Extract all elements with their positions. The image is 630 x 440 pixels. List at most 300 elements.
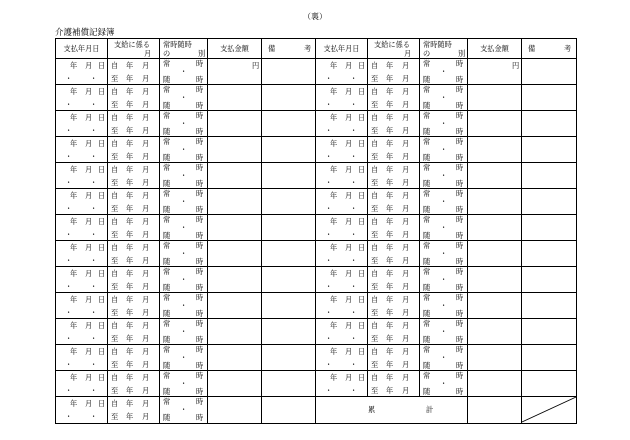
kind-constant-label: 常 <box>163 371 171 380</box>
kind-cell <box>420 85 468 110</box>
date-year-label: 年 <box>70 399 78 408</box>
kind-time-label: 時 <box>196 241 204 250</box>
date-day-label: 日 <box>98 321 106 330</box>
kind-constant-label: 常 <box>423 85 431 94</box>
header-period-bottom: 月 <box>144 49 152 58</box>
period-year-label: 年 <box>126 321 134 330</box>
period-to-label: 至 <box>371 74 379 83</box>
date-dot: ・ <box>325 386 333 395</box>
period-to-label: 至 <box>111 152 119 161</box>
kind-cell <box>160 293 208 318</box>
period-from-label: 自 <box>111 61 119 70</box>
note-cell <box>522 137 576 162</box>
total-label-right: 計 <box>426 405 434 414</box>
header-period-cell <box>108 39 160 58</box>
kind-cell <box>420 189 468 214</box>
kind-time-label: 時 <box>196 319 204 328</box>
period-month-label: 月 <box>142 178 150 187</box>
date-year-label: 年 <box>330 113 338 122</box>
date-dot: ・ <box>90 334 98 343</box>
note-cell <box>262 241 316 266</box>
kind-occasional-label: 随 <box>423 75 431 84</box>
period-month-label: 月 <box>142 321 150 330</box>
kind-constant-label: 常 <box>163 189 171 198</box>
period-from-label: 自 <box>371 217 379 226</box>
period-cell <box>108 111 160 136</box>
period-to-label: 至 <box>111 282 119 291</box>
period-month-label: 月 <box>142 230 150 239</box>
date-month-label: 月 <box>345 347 353 356</box>
kind-time-label: 時 <box>456 101 464 110</box>
date-dot: ・ <box>65 152 73 161</box>
period-month-label: 月 <box>142 308 150 317</box>
date-day-label: 日 <box>98 87 106 96</box>
period-month-label: 月 <box>402 165 410 174</box>
period-year-label: 年 <box>386 61 394 70</box>
header-period-top: 支給に係る <box>374 40 410 49</box>
period-month-label: 月 <box>402 269 410 278</box>
date-month-label: 月 <box>85 217 93 226</box>
period-from-label: 自 <box>111 269 119 278</box>
kind-occasional-label: 随 <box>423 205 431 214</box>
header-period-cell <box>368 39 420 58</box>
period-month-label: 月 <box>142 360 150 369</box>
period-month-label: 月 <box>402 113 410 122</box>
amount-cell <box>468 59 522 84</box>
note-cell <box>262 189 316 214</box>
date-day-label: 日 <box>358 373 366 382</box>
kind-cell <box>420 241 468 266</box>
kind-cell <box>420 319 468 344</box>
period-cell <box>108 293 160 318</box>
amount-cell <box>208 293 262 318</box>
period-month-label: 月 <box>402 360 410 369</box>
date-year-label: 年 <box>330 139 338 148</box>
date-month-label: 月 <box>85 321 93 330</box>
period-cell <box>368 319 420 344</box>
date-month-label: 月 <box>345 191 353 200</box>
period-from-label: 自 <box>371 321 379 330</box>
date-dot: ・ <box>65 100 73 109</box>
date-day-label: 日 <box>358 61 366 70</box>
date-cell <box>56 371 108 396</box>
date-day-label: 日 <box>358 217 366 226</box>
period-year-label: 年 <box>126 87 134 96</box>
ledger-row <box>56 345 316 371</box>
date-month-label: 月 <box>345 61 353 70</box>
date-dot: ・ <box>325 256 333 265</box>
date-month-label: 月 <box>85 373 93 382</box>
period-cell <box>108 85 160 110</box>
kind-time-label: 時 <box>196 111 204 120</box>
ledger-row <box>316 59 576 85</box>
period-month-label: 月 <box>402 321 410 330</box>
period-to-label: 至 <box>111 204 119 213</box>
period-cell <box>108 215 160 240</box>
kind-dot: ・ <box>440 327 448 336</box>
period-month-label: 月 <box>142 373 150 382</box>
kind-constant-label: 常 <box>163 163 171 172</box>
date-cell <box>316 111 368 136</box>
date-day-label: 日 <box>98 139 106 148</box>
period-cell <box>108 241 160 266</box>
header-period-bottom: 月 <box>404 49 412 58</box>
period-cell <box>368 215 420 240</box>
kind-constant-label: 常 <box>163 137 171 146</box>
period-from-label: 自 <box>111 139 119 148</box>
kind-time-label: 時 <box>196 309 204 318</box>
date-day-label: 日 <box>98 217 106 226</box>
note-cell <box>522 163 576 188</box>
period-to-label: 至 <box>371 152 379 161</box>
kind-time-label: 時 <box>196 189 204 198</box>
period-month-label: 月 <box>402 61 410 70</box>
period-month-label: 月 <box>142 139 150 148</box>
kind-cell <box>160 345 208 370</box>
date-day-label: 日 <box>358 191 366 200</box>
header-row <box>56 39 316 59</box>
period-cell <box>108 371 160 396</box>
amount-cell <box>208 397 262 423</box>
period-year-label: 年 <box>386 230 394 239</box>
date-year-label: 年 <box>70 61 78 70</box>
date-month-label: 月 <box>85 399 93 408</box>
amount-cell <box>468 189 522 214</box>
period-from-label: 自 <box>371 113 379 122</box>
kind-time-label: 時 <box>456 111 464 120</box>
period-month-label: 月 <box>142 295 150 304</box>
total-label-cell <box>316 397 468 423</box>
date-dot: ・ <box>350 204 358 213</box>
kind-constant-label: 常 <box>163 267 171 276</box>
date-dot: ・ <box>65 204 73 213</box>
header-kind-cell <box>160 39 208 58</box>
header-kind-bottom-right: 別 <box>458 49 466 58</box>
period-cell <box>368 345 420 370</box>
kind-time-label: 時 <box>456 361 464 370</box>
kind-dot: ・ <box>180 67 188 76</box>
date-day-label: 日 <box>98 165 106 174</box>
date-dot: ・ <box>65 282 73 291</box>
period-to-label: 至 <box>371 386 379 395</box>
period-cell <box>108 189 160 214</box>
date-month-label: 月 <box>85 87 93 96</box>
kind-dot: ・ <box>180 327 188 336</box>
header-date: 支払年月日 <box>323 43 360 53</box>
kind-dot: ・ <box>180 301 188 310</box>
date-month-label: 月 <box>345 87 353 96</box>
date-dot: ・ <box>65 230 73 239</box>
header-note-right: 考 <box>304 44 312 53</box>
period-year-label: 年 <box>126 256 134 265</box>
period-year-label: 年 <box>126 191 134 200</box>
ledger-row <box>56 59 316 85</box>
date-dot: ・ <box>325 230 333 239</box>
date-cell <box>316 59 368 84</box>
note-cell <box>262 137 316 162</box>
period-year-label: 年 <box>386 191 394 200</box>
date-dot: ・ <box>90 152 98 161</box>
date-month-label: 月 <box>85 269 93 278</box>
kind-constant-label: 常 <box>163 241 171 250</box>
date-month-label: 月 <box>85 243 93 252</box>
period-from-label: 自 <box>111 191 119 200</box>
period-to-label: 至 <box>371 282 379 291</box>
total-note-diagonal <box>522 397 576 423</box>
date-dot: ・ <box>350 178 358 187</box>
kind-cell <box>160 267 208 292</box>
ledger-row <box>56 137 316 163</box>
amount-cell <box>468 371 522 396</box>
period-year-label: 年 <box>126 139 134 148</box>
period-to-label: 至 <box>371 308 379 317</box>
note-cell <box>262 59 316 84</box>
period-from-label: 自 <box>371 191 379 200</box>
kind-occasional-label: 随 <box>423 309 431 318</box>
ledger-row <box>316 111 576 137</box>
period-month-label: 月 <box>402 347 410 356</box>
kind-time-label: 時 <box>196 267 204 276</box>
kind-time-label: 時 <box>196 215 204 224</box>
period-year-label: 年 <box>386 113 394 122</box>
period-year-label: 年 <box>386 308 394 317</box>
period-from-label: 自 <box>111 87 119 96</box>
ledger-row <box>316 163 576 189</box>
kind-occasional-label: 随 <box>163 361 171 370</box>
ledger-row <box>56 241 316 267</box>
period-year-label: 年 <box>386 386 394 395</box>
kind-occasional-label: 随 <box>163 309 171 318</box>
kind-occasional-label: 随 <box>163 335 171 344</box>
kind-time-label: 時 <box>196 335 204 344</box>
amount-cell <box>468 137 522 162</box>
date-year-label: 年 <box>70 87 78 96</box>
period-year-label: 年 <box>386 373 394 382</box>
period-month-label: 月 <box>402 386 410 395</box>
kind-occasional-label: 随 <box>423 101 431 110</box>
period-year-label: 年 <box>386 100 394 109</box>
header-date-cell <box>56 39 108 58</box>
kind-constant-label: 常 <box>163 397 171 406</box>
period-month-label: 月 <box>142 399 150 408</box>
date-month-label: 月 <box>85 347 93 356</box>
date-dot: ・ <box>65 256 73 265</box>
date-cell <box>56 241 108 266</box>
header-kind-bottom-left: の <box>423 49 431 58</box>
period-year-label: 年 <box>126 399 134 408</box>
ledger-row <box>316 215 576 241</box>
period-cell <box>108 267 160 292</box>
date-dot: ・ <box>325 360 333 369</box>
date-cell <box>316 137 368 162</box>
period-cell <box>108 345 160 370</box>
date-year-label: 年 <box>330 243 338 252</box>
header-note-cell <box>262 39 316 58</box>
date-dot: ・ <box>325 126 333 135</box>
period-to-label: 至 <box>371 230 379 239</box>
kind-time-label: 時 <box>456 127 464 136</box>
period-month-label: 月 <box>142 87 150 96</box>
period-to-label: 至 <box>111 334 119 343</box>
kind-constant-label: 常 <box>423 59 431 68</box>
header-date-cell <box>316 39 368 58</box>
date-dot: ・ <box>65 74 73 83</box>
kind-time-label: 時 <box>456 205 464 214</box>
kind-cell <box>160 111 208 136</box>
kind-time-label: 時 <box>196 397 204 406</box>
date-year-label: 年 <box>70 321 78 330</box>
period-year-label: 年 <box>126 152 134 161</box>
period-cell <box>368 293 420 318</box>
date-month-label: 月 <box>345 113 353 122</box>
period-month-label: 月 <box>142 256 150 265</box>
kind-dot: ・ <box>440 275 448 284</box>
date-dot: ・ <box>90 256 98 265</box>
period-month-label: 月 <box>402 230 410 239</box>
kind-occasional-label: 随 <box>423 257 431 266</box>
kind-constant-label: 常 <box>163 111 171 120</box>
amount-cell <box>468 293 522 318</box>
kind-cell <box>160 319 208 344</box>
period-year-label: 年 <box>126 204 134 213</box>
amount-cell <box>208 267 262 292</box>
period-month-label: 月 <box>402 256 410 265</box>
ledger-row <box>56 85 316 111</box>
period-from-label: 自 <box>371 295 379 304</box>
date-dot: ・ <box>350 308 358 317</box>
period-cell <box>108 319 160 344</box>
kind-constant-label: 常 <box>423 137 431 146</box>
period-year-label: 年 <box>126 334 134 343</box>
date-year-label: 年 <box>330 269 338 278</box>
date-day-label: 日 <box>98 243 106 252</box>
kind-occasional-label: 随 <box>423 283 431 292</box>
date-cell <box>56 111 108 136</box>
kind-time-label: 時 <box>196 163 204 172</box>
date-cell <box>56 293 108 318</box>
period-year-label: 年 <box>386 256 394 265</box>
date-year-label: 年 <box>70 191 78 200</box>
date-dot: ・ <box>90 308 98 317</box>
date-dot: ・ <box>65 334 73 343</box>
date-dot: ・ <box>90 360 98 369</box>
date-day-label: 日 <box>358 347 366 356</box>
date-cell <box>316 163 368 188</box>
date-year-label: 年 <box>70 269 78 278</box>
kind-cell <box>420 293 468 318</box>
header-kind-top: 常時随時 <box>163 40 192 49</box>
date-cell <box>316 85 368 110</box>
date-cell <box>56 267 108 292</box>
header-amount: 支払金額 <box>220 43 249 53</box>
date-day-label: 日 <box>98 373 106 382</box>
kind-cell <box>420 163 468 188</box>
kind-time-label: 時 <box>456 215 464 224</box>
date-day-label: 日 <box>358 113 366 122</box>
kind-cell <box>160 215 208 240</box>
period-year-label: 年 <box>386 334 394 343</box>
period-cell <box>368 85 420 110</box>
kind-time-label: 時 <box>196 85 204 94</box>
note-cell <box>522 371 576 396</box>
date-dot: ・ <box>325 204 333 213</box>
period-from-label: 自 <box>111 243 119 252</box>
date-dot: ・ <box>90 100 98 109</box>
period-year-label: 年 <box>386 204 394 213</box>
period-month-label: 月 <box>402 74 410 83</box>
date-dot: ・ <box>65 178 73 187</box>
note-cell <box>522 59 576 84</box>
kind-time-label: 時 <box>456 75 464 84</box>
kind-dot: ・ <box>180 249 188 258</box>
kind-dot: ・ <box>440 379 448 388</box>
note-cell <box>262 345 316 370</box>
period-from-label: 自 <box>371 243 379 252</box>
kind-occasional-label: 随 <box>423 361 431 370</box>
kind-occasional-label: 随 <box>163 101 171 110</box>
date-dot: ・ <box>325 178 333 187</box>
amount-cell <box>468 267 522 292</box>
period-year-label: 年 <box>126 308 134 317</box>
date-day-label: 日 <box>98 191 106 200</box>
period-year-label: 年 <box>126 269 134 278</box>
kind-dot: ・ <box>180 119 188 128</box>
header-kind-cell <box>420 39 468 58</box>
date-month-label: 月 <box>85 61 93 70</box>
kind-time-label: 時 <box>196 345 204 354</box>
period-year-label: 年 <box>386 360 394 369</box>
period-from-label: 自 <box>371 347 379 356</box>
kind-constant-label: 常 <box>423 111 431 120</box>
period-month-label: 月 <box>142 386 150 395</box>
period-year-label: 年 <box>386 139 394 148</box>
kind-cell <box>420 345 468 370</box>
period-year-label: 年 <box>126 347 134 356</box>
period-year-label: 年 <box>126 386 134 395</box>
period-year-label: 年 <box>126 360 134 369</box>
date-year-label: 年 <box>70 217 78 226</box>
kind-time-label: 時 <box>456 309 464 318</box>
date-dot: ・ <box>350 386 358 395</box>
note-cell <box>522 111 576 136</box>
period-month-label: 月 <box>142 347 150 356</box>
date-dot: ・ <box>350 360 358 369</box>
amount-cell <box>468 345 522 370</box>
period-year-label: 年 <box>126 373 134 382</box>
date-month-label: 月 <box>345 321 353 330</box>
period-cell <box>368 189 420 214</box>
kind-occasional-label: 随 <box>163 257 171 266</box>
period-month-label: 月 <box>142 113 150 122</box>
date-dot: ・ <box>325 152 333 161</box>
date-month-label: 月 <box>345 217 353 226</box>
period-month-label: 月 <box>402 295 410 304</box>
period-year-label: 年 <box>126 100 134 109</box>
kind-time-label: 時 <box>456 283 464 292</box>
period-cell <box>368 371 420 396</box>
kind-dot: ・ <box>180 275 188 284</box>
period-cell <box>368 111 420 136</box>
date-dot: ・ <box>325 308 333 317</box>
period-year-label: 年 <box>126 243 134 252</box>
date-month-label: 月 <box>345 373 353 382</box>
kind-occasional-label: 随 <box>423 335 431 344</box>
kind-cell <box>160 371 208 396</box>
period-month-label: 月 <box>402 334 410 343</box>
date-dot: ・ <box>90 412 98 421</box>
period-from-label: 自 <box>111 321 119 330</box>
ledger-title: 介護補償記録簿 <box>55 28 115 38</box>
